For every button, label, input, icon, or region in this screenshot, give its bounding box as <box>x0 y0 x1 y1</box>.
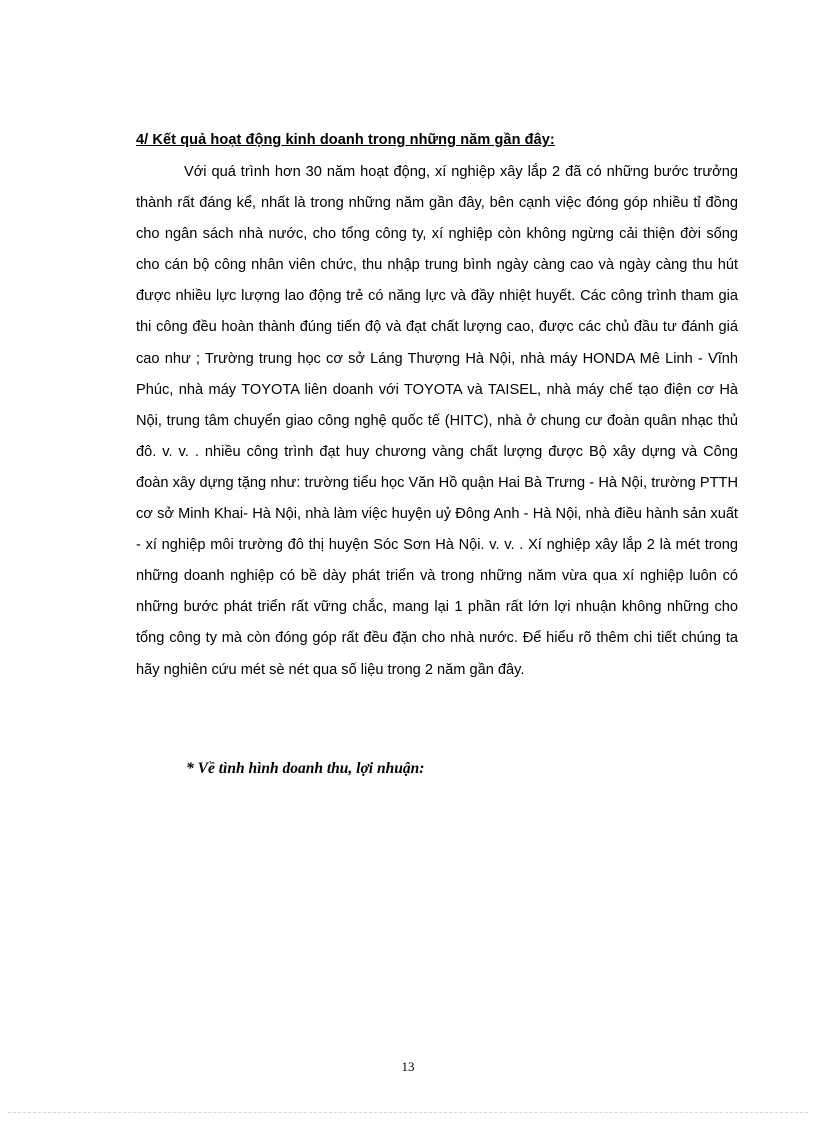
page-bottom-divider <box>8 1112 808 1113</box>
revenue-profit-subheading: * Về tình hình doanh thu, lợi nhuận: <box>186 760 425 777</box>
body-paragraph: Với quá trình hơn 30 năm hoạt động, xí nghiệp xây lắp 2 đã có những bước trưởng thành rất đáng kể, nhất là trong những năm gần đây, bên cạnh việc đóng góp nhiều tỉ đồng cho ngân sách nhà nước, cho tổng công ty, xí nghiệp còn không ngừng cải thiện đời sống cho cán bộ công nhân viên chức, thu nhập trung bình ngày càng cao và ngày càng thu hút được nhiều lực lượng lao động trẻ có năng lực và đầy nhiệt huyết. Các công trình tham gia thi công đều hoàn thành đúng tiến độ và đạt chất lượng cao, được các chủ đầu tư đánh giá cao như ; Trường trung học cơ sở Láng Thượng Hà Nội, nhà máy HONDA Mê Linh - Vĩnh Phúc, nhà máy TOYOTA liên doanh với TOYOTA và TAISEL, nhà máy chế tạo điện cơ Hà Nội, trung tâm chuyển giao công nghệ quốc tế (HITC), nhà ở chung cư đoàn quân nhạc thủ đô. v. v. . nhiều công trình đạt huy chương vàng chất lượng được Bộ xây dựng và Công đoàn xây dựng tặng như: trường tiểu học Văn Hồ quận Hai Bà Trưng - Hà Nội, trường PTTH cơ sở Minh Khai- Hà Nội, nhà làm việc huyện uỷ Đông Anh - Hà Nội, nhà điều hành sản xuất - xí nghiệp môi trường đô thị huyện Sóc Sơn Hà Nội. v. v. . Xí nghiệp xây lắp 2 là mét trong những doanh nghiệp có bề dày phát triển và trong những năm vừa qua xí nghiệp luôn có những bước phát triển rất vững chắc, mang lại 1 phần rất lớn lợi nhuận không những cho tổng công ty mà còn đóng góp rất đều đặn cho nhà nước. Để hiểu rõ thêm chi tiết chúng ta hãy nghiên cứu mét sè nét qua số liệu trong 2 năm gần đây. <box>136 164 738 678</box>
section-heading: 4/ Kết quả hoạt động kinh doanh trong những năm gần đây: <box>136 132 555 148</box>
page-number: 13 <box>401 1059 415 1074</box>
